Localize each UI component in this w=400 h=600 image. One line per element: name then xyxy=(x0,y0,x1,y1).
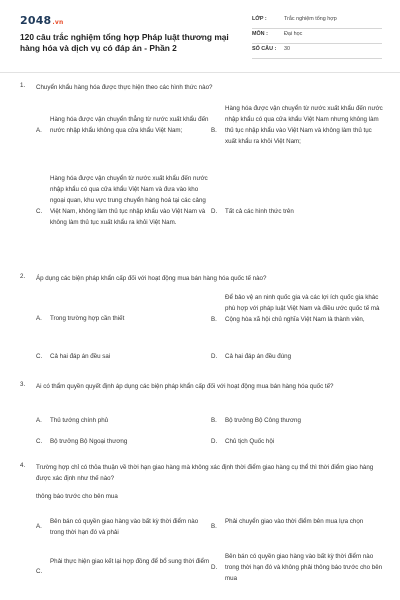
option-letter: B. xyxy=(211,316,217,323)
meta-value: Trắc nghiệm tổng hợp xyxy=(284,16,337,22)
logo-suffix: .vn xyxy=(52,19,64,26)
question-number: 1. xyxy=(20,82,26,89)
document-meta xyxy=(252,14,382,59)
meta-row-subject xyxy=(252,29,382,44)
document-header xyxy=(0,0,400,66)
question-text: Ai có thẩm quyền quyết định áp dụng các biện pháp khẩn cấp đối với hoạt động mua bán hàng hóa quốc tế? xyxy=(36,383,334,390)
option-text: Bên bán có quyền giao hàng vào bất kỳ thời điểm nào trong thời hạn đó và phải xyxy=(50,518,199,536)
option-letter: A. xyxy=(36,523,42,530)
option-letter: C. xyxy=(36,568,43,575)
option-text: Hàng hóa được vận chuyển từ nước xuất khẩu đến nước nhập khẩu có qua cửa khẩu Việt Nam nhưng không làm thủ tục nhập khẩu vào Việt Nam và không làm thủ tục xuất khẩu ra khỏi Việt Nam; xyxy=(225,105,383,145)
logo-main: 2048 xyxy=(20,14,52,27)
option-text: Tất cả các hình thức trên xyxy=(225,208,294,215)
option-letter: A. xyxy=(36,417,42,424)
option-letter: B. xyxy=(211,127,217,134)
question-number: 3. xyxy=(20,381,26,388)
question-text: Áp dụng các biện pháp khẩn cấp đối với hoạt động mua bán hàng hóa quốc tế nào? xyxy=(36,275,267,282)
meta-value: Đại học xyxy=(284,31,303,37)
site-logo[interactable] xyxy=(20,14,63,27)
option-text: Để bảo vệ an ninh quốc gia và các lợi ích quốc gia khác phù hợp với pháp luật Việt Nam và điều ước quốc tế mà Cộng hòa xã hội chủ nghĩa Việt Nam là thành viên, xyxy=(225,294,380,323)
document-title: 120 câu trắc nghiệm tổng hợp Pháp luật thương mại hàng hóa và dịch vụ có đáp án - Phần 2 xyxy=(20,32,229,53)
option-text: Phải chuyển giao vào thời điểm bên mua lựa chọn xyxy=(225,518,364,525)
meta-value: 30 xyxy=(284,46,290,52)
option-letter: C. xyxy=(36,353,43,360)
option-text: Hàng hóa được vận chuyển thẳng từ nước xuất khẩu đến nước nhập khẩu không qua cửa khẩu Việt Nam; xyxy=(50,116,209,134)
option-text: Bên bán có quyền giao hàng vào bất kỳ thời điểm nào trong thời hạn đó và không phải thông báo trước cho bên mua xyxy=(225,553,383,582)
option-letter: D. xyxy=(211,353,218,360)
option-letter: B. xyxy=(211,417,217,424)
meta-key: MÔN : xyxy=(252,31,268,37)
option-text: Phải thực hiện giao kết lại hợp đồng để bổ sung thời điểm xyxy=(50,558,210,565)
question-number: 2. xyxy=(20,273,26,280)
meta-key: SỐ CÂU : xyxy=(252,46,277,52)
option-text: Cả hai đáp án đều đúng xyxy=(225,353,292,360)
option-letter: B. xyxy=(211,523,217,530)
option-letter: D. xyxy=(211,438,218,445)
question-number: 4. xyxy=(20,462,26,469)
meta-row-count xyxy=(252,44,382,59)
option-letter: C. xyxy=(36,438,43,445)
option-text: Trong trường hợp cần thiết xyxy=(50,315,125,322)
header-divider xyxy=(0,72,400,73)
option-letter: D. xyxy=(211,564,218,571)
option-letter: A. xyxy=(36,315,42,322)
question-text: Trường hợp chỉ có thỏa thuận về thời hạn giao hàng mà không xác định thời điểm giao hàng cụ thể thì thời điểm giao hàng được xác định như thế nào? xyxy=(36,464,374,482)
meta-row-class xyxy=(252,14,382,29)
question-extra-text: thông báo trước cho bên mua xyxy=(36,493,118,500)
question-text: Chuyển khẩu hàng hóa được thực hiện theo các hình thức nào? xyxy=(36,84,213,91)
option-letter: C. xyxy=(36,208,43,215)
option-text: Bộ trưởng Bộ Công thương xyxy=(225,417,301,424)
option-text: Chủ tịch Quốc hội xyxy=(225,438,275,445)
option-text: Bộ trưởng Bộ Ngoại thương xyxy=(50,438,128,445)
meta-key: LỚP : xyxy=(252,16,267,22)
option-text: Cả hai đáp án đều sai xyxy=(50,353,111,360)
option-text: Thủ tướng chính phủ xyxy=(50,417,109,424)
option-letter: A. xyxy=(36,127,42,134)
option-letter: D. xyxy=(211,208,218,215)
option-text: Hàng hóa được vận chuyển từ nước xuất khẩu đến nước nhập khẩu có qua cửa khẩu Việt Nam và đưa vào kho ngoại quan, khu vực trung chuyển hàng hoá tại các cảng Việt Nam, không làm thủ tục nhập khẩu vào Việt Nam và không làm thủ tục xuất khẩu ra khỏi Việt Nam. xyxy=(50,175,208,226)
